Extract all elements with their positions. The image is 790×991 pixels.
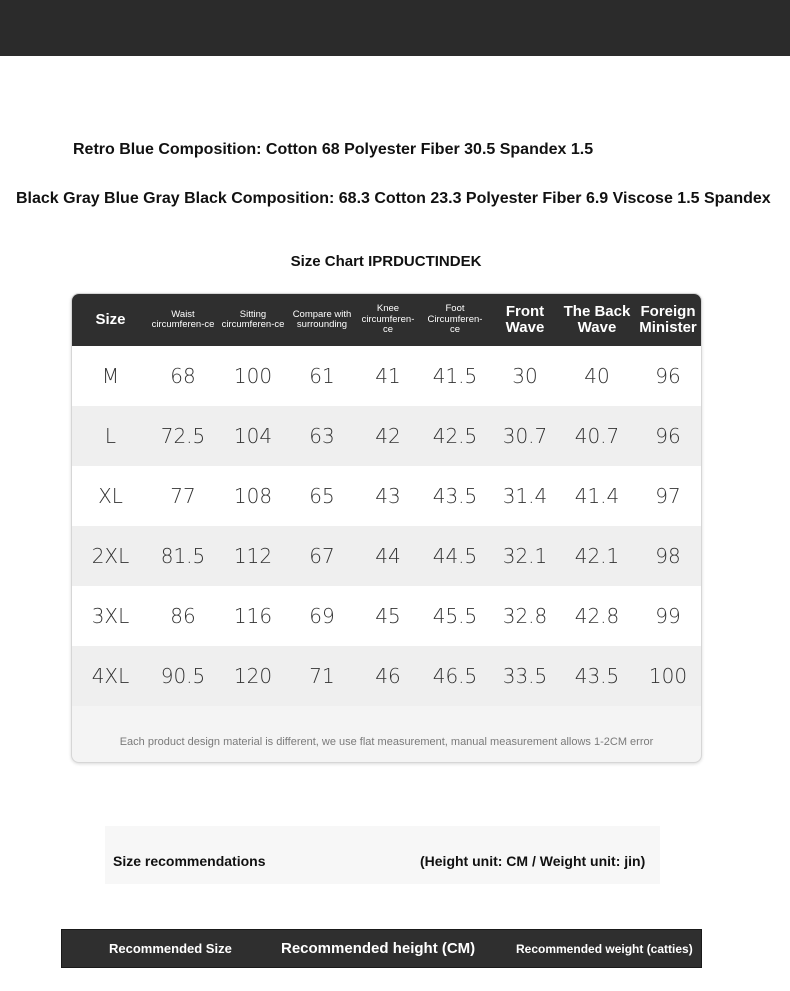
- size-chart-table: [72, 294, 702, 706]
- size-chart-card: [71, 293, 702, 763]
- size-label-cell: L: [104, 424, 117, 448]
- table-row: [72, 346, 702, 406]
- measurement-cell: 97: [655, 484, 681, 508]
- measurement-cell: 90.5: [160, 664, 206, 688]
- recommended-weight-header: Recommended weight (catties): [516, 941, 693, 956]
- column-header: The Back Wave: [563, 302, 631, 336]
- measurement-cell: 43: [375, 484, 401, 508]
- size-chart-body: [72, 346, 702, 706]
- measurement-cell: 41.4: [574, 484, 620, 508]
- size-label-cell: 4XL: [91, 664, 130, 688]
- units-note: (Height unit: CM / Weight unit: jin): [420, 853, 646, 869]
- measurement-cell: 96: [655, 364, 681, 388]
- measurement-cell: 63: [309, 424, 335, 448]
- measurement-cell: 108: [233, 484, 273, 508]
- table-row: [72, 406, 702, 466]
- measurement-cell: 44.5: [432, 544, 478, 568]
- measurement-cell: 42: [375, 424, 401, 448]
- size-label-cell: M: [101, 364, 120, 388]
- recommended-height-header: Recommended height (CM): [281, 940, 476, 957]
- measurement-cell: 41.5: [432, 364, 478, 388]
- measurement-cell: 42.8: [574, 604, 620, 628]
- measurement-cell: 30: [512, 364, 538, 388]
- size-chart-title: Size Chart IPRDUCTINDEK: [290, 253, 482, 270]
- top-banner-bar: [0, 0, 790, 56]
- column-header: Sitting circumferen-ce: [221, 308, 285, 330]
- column-header: Waist circumferen-ce: [151, 308, 215, 330]
- size-label-cell: 2XL: [91, 544, 130, 568]
- measurement-cell: 100: [233, 364, 273, 388]
- composition-black-gray: Black Gray Blue Gray Black Composition: 68.3 Cotton 23.3 Polyester Fiber 6.9 Viscose 1.5 Spandex: [16, 190, 771, 207]
- table-row: [72, 466, 702, 526]
- measurement-cell: 112: [233, 544, 273, 568]
- composition-retro-blue: Retro Blue Composition: Cotton 68 Polyester Fiber 30.5 Spandex 1.5: [73, 141, 594, 158]
- measurement-cell: 43.5: [574, 664, 620, 688]
- measurement-cell: 45.5: [432, 604, 478, 628]
- table-row: [72, 586, 702, 646]
- measurement-cell: 99: [655, 604, 681, 628]
- measurement-cell: 45: [375, 604, 401, 628]
- size-label-cell: XL: [98, 484, 123, 508]
- size-recommendations-title: Size recommendations: [113, 853, 266, 869]
- measurement-cell: 116: [233, 604, 273, 628]
- measurement-note: Each product design material is different, we use flat measurement, manual measurement allows 1-2CM error: [119, 736, 654, 748]
- table-row: [72, 526, 702, 586]
- measurement-cell: 30.7: [502, 424, 548, 448]
- measurement-cell: 69: [309, 604, 335, 628]
- measurement-cell: 46.5: [432, 664, 478, 688]
- recommended-size-header: Recommended Size: [109, 941, 232, 956]
- measurement-cell: 96: [655, 424, 681, 448]
- measurement-cell: 65: [309, 484, 335, 508]
- measurement-cell: 40: [584, 364, 610, 388]
- measurement-cell: 98: [655, 544, 681, 568]
- column-header: Size: [95, 310, 126, 328]
- measurement-cell: 43.5: [432, 484, 478, 508]
- column-header: Compare with surrounding: [292, 308, 352, 330]
- measurement-cell: 44: [375, 544, 401, 568]
- column-header: Foreign Minister: [639, 302, 697, 336]
- measurement-cell: 31.4: [502, 484, 548, 508]
- measurement-cell: 77: [170, 484, 196, 508]
- measurement-cell: 100: [648, 664, 688, 688]
- measurement-cell: 72.5: [160, 424, 206, 448]
- measurement-cell: 32.8: [502, 604, 548, 628]
- table-row: [72, 646, 702, 706]
- measurement-cell: 32.1: [502, 544, 548, 568]
- measurement-cell: 120: [233, 664, 273, 688]
- measurement-cell: 46: [375, 664, 401, 688]
- measurement-cell: 40.7: [574, 424, 620, 448]
- measurement-cell: 71: [309, 664, 335, 688]
- measurement-cell: 33.5: [502, 664, 548, 688]
- measurement-cell: 104: [233, 424, 273, 448]
- measurement-cell: 86: [170, 604, 196, 628]
- size-label-cell: 3XL: [91, 604, 130, 628]
- measurement-cell: 42.1: [574, 544, 620, 568]
- measurement-cell: 61: [309, 364, 335, 388]
- recommendation-table-header: [61, 929, 702, 968]
- column-header: Knee circumferen-ce: [361, 303, 415, 336]
- column-header: Foot Circumferen-ce: [427, 303, 483, 336]
- measurement-cell: 81.5: [160, 544, 206, 568]
- column-header: Front Wave: [505, 302, 545, 336]
- measurement-cell: 42.5: [432, 424, 478, 448]
- measurement-cell: 68: [170, 364, 196, 388]
- measurement-cell: 41: [375, 364, 401, 388]
- size-chart-header-row: [72, 294, 702, 346]
- measurement-cell: 67: [309, 544, 335, 568]
